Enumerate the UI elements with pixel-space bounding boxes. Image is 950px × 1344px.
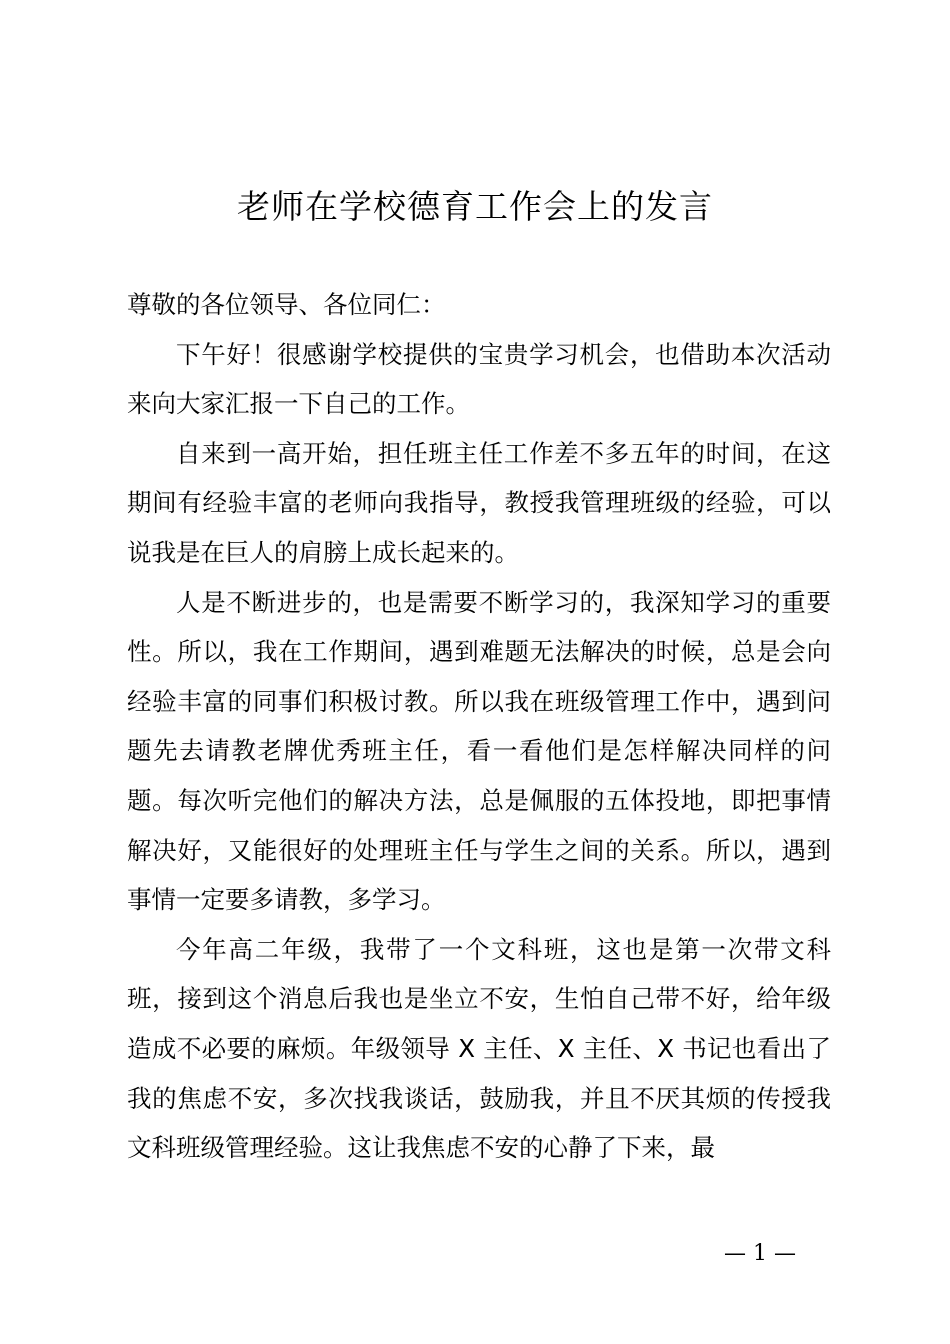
paragraph-3: 人是不断进步的，也是需要不断学习的，我深知学习的重要性。所以，我在工作期间，遇到难题无法解决的时候，总是会向经验丰富的同事们积极讨教。所以我在班级管理工作中，遇到问题先去请教老牌优秀班主任，看一看他们是怎样解决同样的问题。每次听完他们的解决方法，总是佩服的五体投地，即把事情解决好，又能很好的处理班主任与学生之间的关系。所以，遇到事情一定要多请教，多学习。 — [127, 587, 831, 915]
salutation: 尊敬的各位领导、各位同仁： — [127, 290, 446, 319]
paragraph-1: 下午好！很感谢学校提供的宝贵学习机会，也借助本次活动来向大家汇报一下自己的工作。 — [127, 339, 831, 419]
document-body — [127, 280, 831, 1173]
page-number: — 1 — — [724, 1241, 796, 1266]
page-number-footer — [0, 1238, 950, 1270]
paragraph-4: 今年高二年级，我带了一个文科班，这也是第一次带文科班，接到这个消息后我也是坐立不安，生怕自己带不好，给年级造成不必要的麻烦。年级领导 X 主任、X 主任、X 书记也看出了我的焦虑不安，多次找我谈话，鼓励我，并且不厌其烦的传授我文科班级管理经验。这让我焦虑不安的心静了下来，最 — [127, 934, 831, 1163]
paragraph-2: 自来到一高开始，担任班主任工作差不多五年的时间，在这期间有经验丰富的老师向我指导，教授我管理班级的经验，可以说我是在巨人的肩膀上成长起来的。 — [127, 438, 831, 567]
document-title: 老师在学校德育工作会上的发言 — [237, 187, 713, 226]
